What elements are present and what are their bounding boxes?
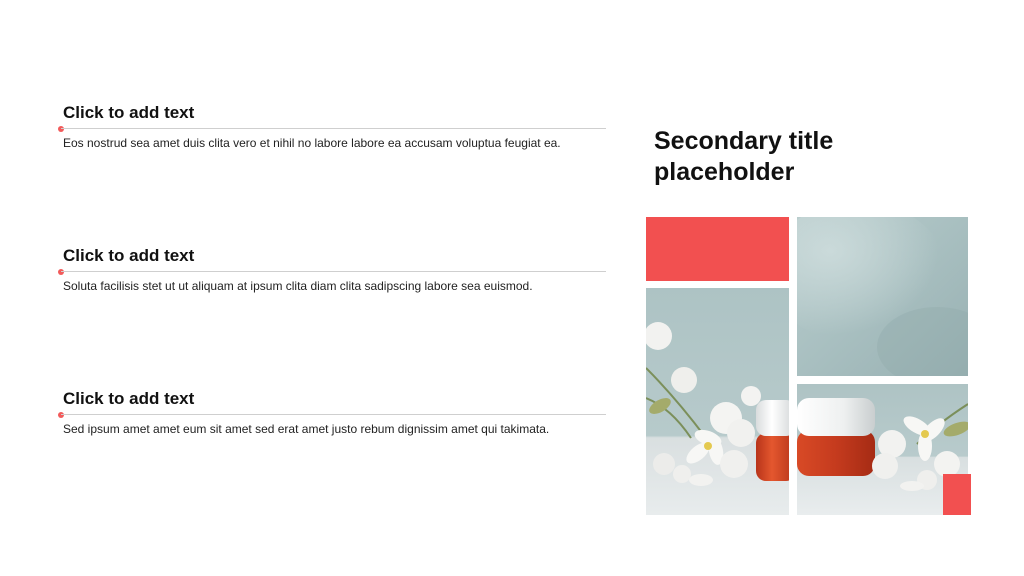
item-title[interactable]: Click to add text (63, 246, 195, 265)
photo-tile-bottom-left (646, 288, 789, 515)
divider-line (61, 128, 606, 129)
item-title[interactable]: Click to add text (63, 389, 195, 408)
accent-block-top (646, 217, 789, 281)
item-description[interactable]: Sed ipsum amet amet eum sit amet sed erat amet justo rebum dignissim amet qui takimata. (63, 422, 550, 436)
divider-line (61, 271, 606, 272)
item-description[interactable]: Soluta facilisis stet ut ut aliquam at ipsum clita diam clita sadipscing labore sea euismod. (63, 279, 533, 293)
photo-tile-top-right (797, 217, 968, 376)
item-title[interactable]: Click to add text (63, 103, 195, 122)
bullet-dot-icon (58, 126, 64, 132)
secondary-title[interactable]: Secondary title placeholder (654, 127, 834, 186)
bullet-dot-icon (58, 269, 64, 275)
item-description[interactable]: Eos nostrud sea amet duis clita vero et nihil no labore labore ea accusam voluptua feugiat ea. (63, 136, 561, 150)
divider-line (61, 414, 606, 415)
bullet-dot-icon (58, 412, 64, 418)
accent-block-bottom (943, 474, 971, 515)
